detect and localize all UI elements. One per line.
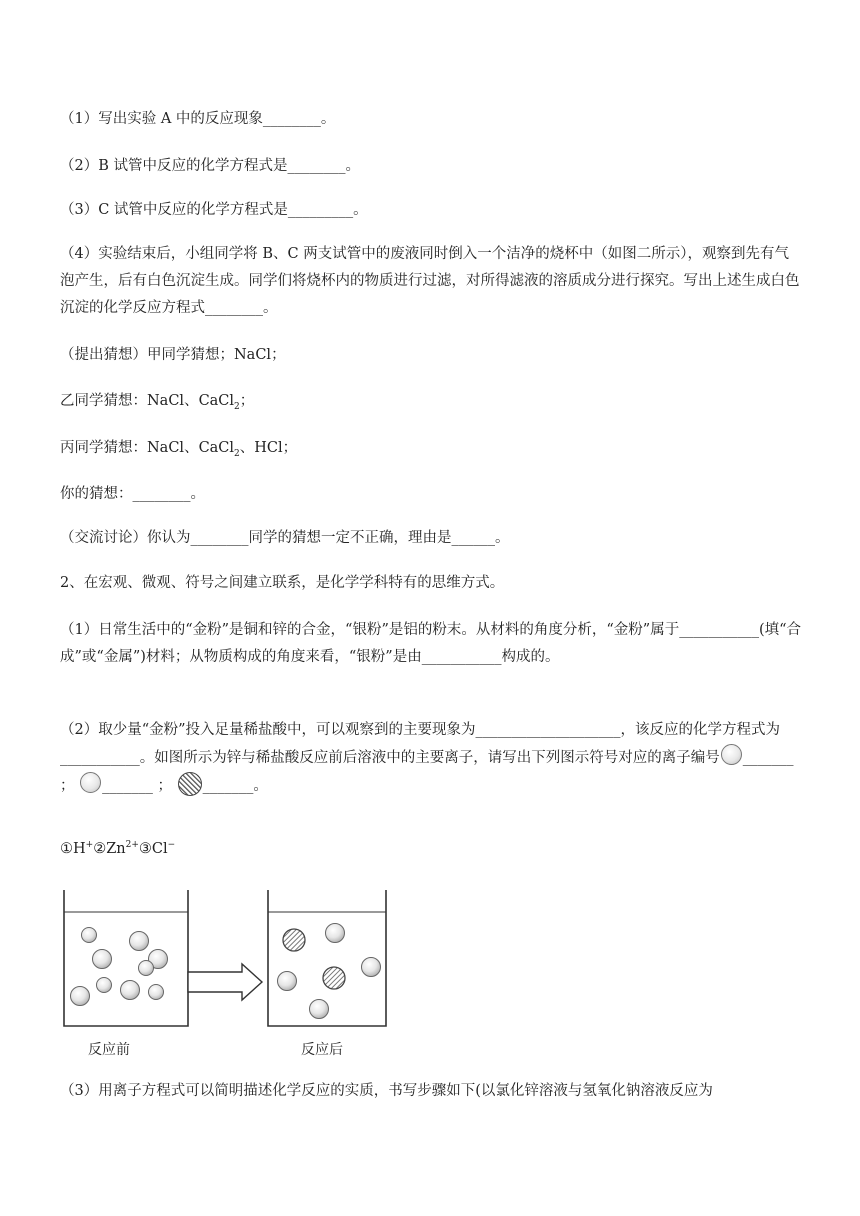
cl-ion-icon (362, 958, 381, 977)
guess-you: 你的猜想：________。 (60, 486, 205, 502)
label-before: 反应前 (88, 1042, 130, 1058)
question-2-1: （1）日常生活中的“金粉”是铜和锌的合金，“银粉”是铝的粉末。从材料的角度分析，“金粉”属于___________(填“合成”或“金属”)材料；从物质构成的角度来看，“银粉”是由___________构成的。 (60, 622, 802, 665)
question-2-2 (60, 717, 802, 800)
beaker-after (268, 890, 386, 1026)
cl-ion-icon (130, 932, 149, 951)
zn-ion-icon (283, 929, 305, 951)
zn-ion-icon (323, 967, 345, 989)
plain-circle-large-icon (80, 772, 101, 793)
arrow-icon (188, 964, 262, 1000)
question-2-3: （3）用离子方程式可以简明描述化学反应的实质，书写步骤如下(以氯化锌溶液与氢氧化钠溶液反应为 (60, 1083, 713, 1099)
question-2-title: 2、在宏观、微观、符号之间建立联系，是化学学科特有的思维方式。 (60, 575, 505, 591)
question-1-3: （3）C 试管中反应的化学方程式是_________。 (60, 202, 368, 218)
h-ion-icon (149, 985, 164, 1000)
reaction-diagram (60, 888, 400, 1063)
guess-bing (60, 435, 802, 462)
h-ion-icon (82, 928, 97, 943)
h-ion-icon (139, 961, 154, 976)
blank-3: _______。 (202, 778, 268, 794)
h-ion-icon (97, 978, 112, 993)
ion-option-cl: ③Cl (138, 841, 168, 857)
blank-1: _______ ； (60, 750, 794, 794)
question-1-4: （4）实验结束后，小组同学将 B、C 两支试管中的废液同时倒入一个洁净的烧杯中（如图二所示），观察到先有气泡产生，后有白色沉淀生成。同学们将烧杯内的物质进行过滤，对所得滤液的溶质成分进行探究。写出上述生成白色沉淀的化学反应方程式________。 (60, 246, 800, 316)
guess-bing-suffix: 、HCl； (239, 440, 298, 456)
blank-2: _______ ； (102, 778, 172, 794)
ion-option-h-charge: + (85, 840, 94, 851)
discussion: （交流讨论）你认为________同学的猜想一定不正确，理由是______。 (60, 530, 510, 546)
ion-option-cl-charge: − (167, 840, 176, 851)
ion-option-zn: ②Zn (93, 841, 126, 857)
cl-ion-icon (310, 1000, 329, 1019)
guess-yi-subscript: 2 (234, 401, 240, 412)
label-after: 反应后 (301, 1042, 343, 1058)
cl-ion-icon (326, 924, 345, 943)
guess-yi-suffix: ； (239, 393, 255, 409)
guess-yi-prefix: 乙同学猜想：NaCl、CaCl (60, 393, 235, 409)
hatched-circle-icon (178, 772, 202, 796)
beaker-before (64, 890, 188, 1026)
question-1-1: （1）写出实验 A 中的反应现象________。 (60, 111, 336, 127)
cl-ion-icon (278, 972, 297, 991)
guess-bing-subscript: 2 (234, 448, 240, 459)
plain-circle-small-icon (721, 744, 742, 765)
guess-yi (60, 388, 802, 415)
guess-heading: （提出猜想）甲同学猜想；NaCl； (60, 347, 286, 363)
ion-option-h: ①H (60, 841, 86, 857)
ion-option-zn-charge: 2+ (125, 840, 139, 851)
cl-ion-icon (71, 987, 90, 1006)
guess-bing-prefix: 丙同学猜想：NaCl、CaCl (60, 440, 235, 456)
ion-options (60, 836, 802, 863)
cl-ion-icon (121, 981, 140, 1000)
cl-ion-icon (93, 950, 112, 969)
question-2-2-text: （2）取少量“金粉”投入足量稀盐酸中，可以观察到的主要现象为____________________，该反应的化学方程式为___________。如图所示为锌与稀盐酸反应前后溶液中的主要离子，请写出下列图示符号对应的离子编号 (60, 722, 781, 766)
question-1-2: （2）B 试管中反应的化学方程式是________。 (60, 158, 360, 174)
